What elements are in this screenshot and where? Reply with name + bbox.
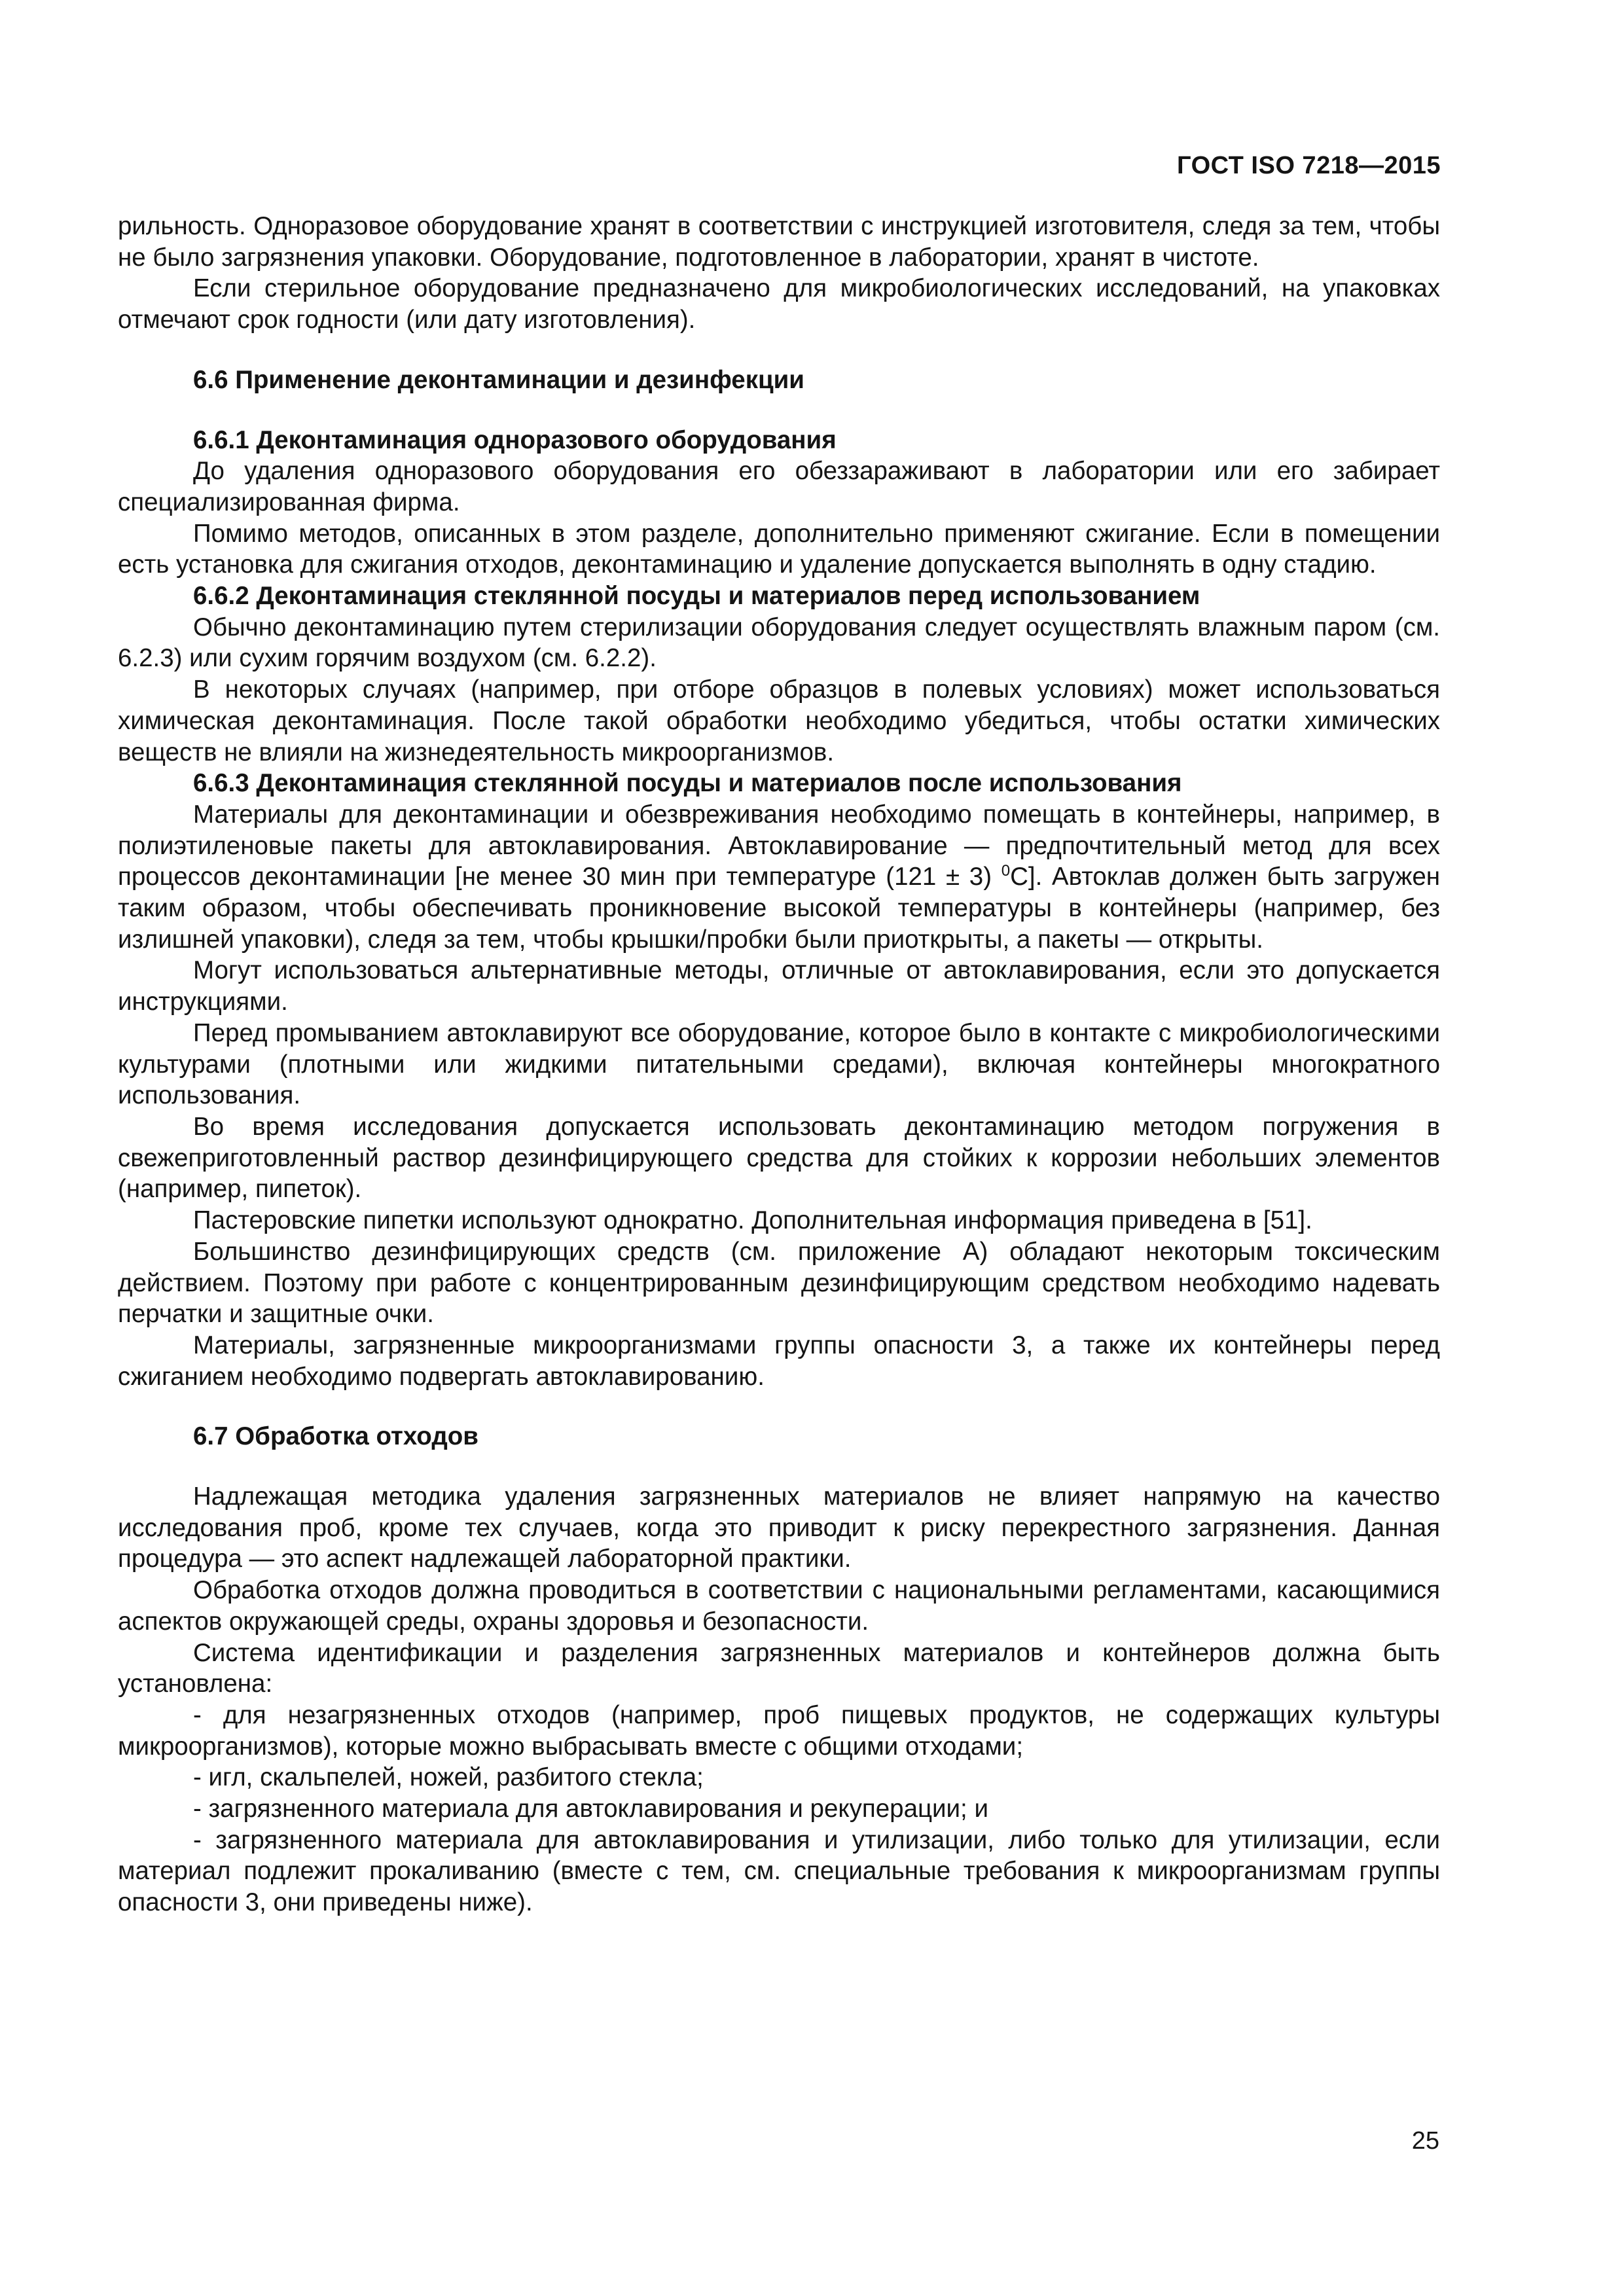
paragraph: В некоторых случаях (например, при отборе образцов в полевых условиях) может использоваться химическая деконтаминация. После такой обработки необходимо убедиться, чтобы остатки химических веществ не влияли на жизнедеятельность микроорганизмов. (118, 675, 1440, 766)
document-header-id: ГОСТ ISO 7218—2015 (1177, 152, 1441, 179)
paragraph: Перед промыванием автоклавируют все оборудование, которое было в контакте с микробиологическими культурами (плотными или жидкими питательными средами), включая контейнеры многократного использования. (118, 1018, 1440, 1110)
document-body (118, 211, 1440, 1918)
paragraph-part: С]. Автоклав должен быть загружен таким образом, чтобы обеспечивать проникновение высокой температуры в контейнеры (например, без излишней упаковки), следя за тем, чтобы крышки/пробки были приоткрыты, а пакеты — открыты. (118, 863, 1441, 954)
subsection-heading-6-6-1: 6.6.1 Деконтаминация одноразового оборудования (193, 425, 837, 454)
paragraph: рильность. Одноразовое оборудование хранят в соответствии с инструкцией изготовителя, следя за тем, чтобы не было загрязнения упаковки. Оборудование, подготовленное в лаборатории, хранят в чистоте. (118, 212, 1440, 272)
paragraph: Во время исследования допускается использовать деконтаминацию методом погружения в свежеприготовленный раствор дезинфицирующего средства для стойких к коррозии небольших элементов (например, пипеток). (118, 1112, 1440, 1204)
subsection-heading-6-6-3: 6.6.3 Деконтаминация стеклянной посуды и материалов после использования (193, 769, 1182, 798)
subsection-heading-6-6-2: 6.6.2 Деконтаминация стеклянной посуды и материалов перед использованием (193, 582, 1200, 611)
degree-superscript: 0 (1001, 862, 1011, 880)
paragraph: Обработка отходов должна проводиться в соответствии с национальными регламентами, касающимися аспектов окружающей среды, охраны здоровья и безопасности. (118, 1576, 1440, 1636)
page-number: 25 (1411, 2127, 1439, 2155)
paragraph: Материалы, загрязненные микроорганизмами группы опасности 3, а также их контейнеры перед сжиганием необходимо подвергать автоклавированию. (118, 1331, 1440, 1391)
paragraph: Система идентификации и разделения загрязненных материалов и контейнеров должна быть установлена: (118, 1638, 1440, 1698)
paragraph-autoclave (118, 799, 1440, 956)
paragraph: Большинство дезинфицирующих средств (см. приложение А) обладают некоторым токсическим действием. Поэтому при работе с концентрированным дезинфицирующим средством необходимо надевать перчатки и защитные очки. (118, 1237, 1440, 1329)
paragraph: Пастеровские пипетки используют однократно. Дополнительная информация приведена в [51]. (193, 1206, 1312, 1235)
section-heading-6-6: 6.6 Применение деконтаминации и дезинфекции (193, 365, 804, 394)
list-item: - для незагрязненных отходов (например, проб пищевых продуктов, не содержащих культуры микроорганизмов), которые можно выбрасывать вместе с общими отходами; (118, 1700, 1440, 1761)
paragraph: Обычно деконтаминацию путем стерилизации оборудования следует осуществлять влажным паром (см. 6.2.3) или сухим горячим воздухом (см. 6.2.2). (118, 613, 1440, 673)
paragraph: Могут использоваться альтернативные методы, отличные от автоклавирования, если это допускается инструкциями. (118, 956, 1440, 1016)
list-item: - игл, скальпелей, ножей, разбитого стекла; (193, 1763, 704, 1792)
list-item: - загрязненного материала для автоклавирования и утилизации, либо только для утилизации, если материал подлежит прокаливанию (вместе с тем, см. специальные требования к микроорганизмам группы опасности 3, они приведены ниже). (118, 1825, 1440, 1917)
list-item: - загрязненного материала для автоклавирования и рекуперации; и (193, 1795, 988, 1823)
paragraph: До удаления одноразового оборудования его обеззараживают в лаборатории или его забирает специализированная фирма. (118, 457, 1440, 516)
paragraph: Помимо методов, описанных в этом разделе, дополнительно применяют сжигание. Если в помещении есть установка для сжигания отходов, деконтаминацию и удаление допускается выполнять в одну стадию. (118, 519, 1440, 579)
paragraph: Если стерильное оборудование предназначено для микробиологических исследований, на упаковках отмечают срок годности (или дату изготовления). (118, 274, 1440, 334)
paragraph: Надлежащая методика удаления загрязненных материалов не влияет напрямую на качество исследования проб, кроме тех случаев, когда это приводит к риску перекрестного загрязнения. Данная процедура — это аспект надлежащей лабораторной практики. (118, 1482, 1440, 1573)
paragraph-part: Материалы для деконтаминации и обезвреживания необходимо помещать в контейнеры, например, в полиэтиленовые пакеты для автоклавирования. Автоклавирование — предпочтительный метод для всех процессов деконтаминации [не менее 30 мин при температуре (121 ± 3) (118, 800, 1440, 891)
section-heading-6-7: 6.7 Обработка отходов (193, 1422, 478, 1451)
